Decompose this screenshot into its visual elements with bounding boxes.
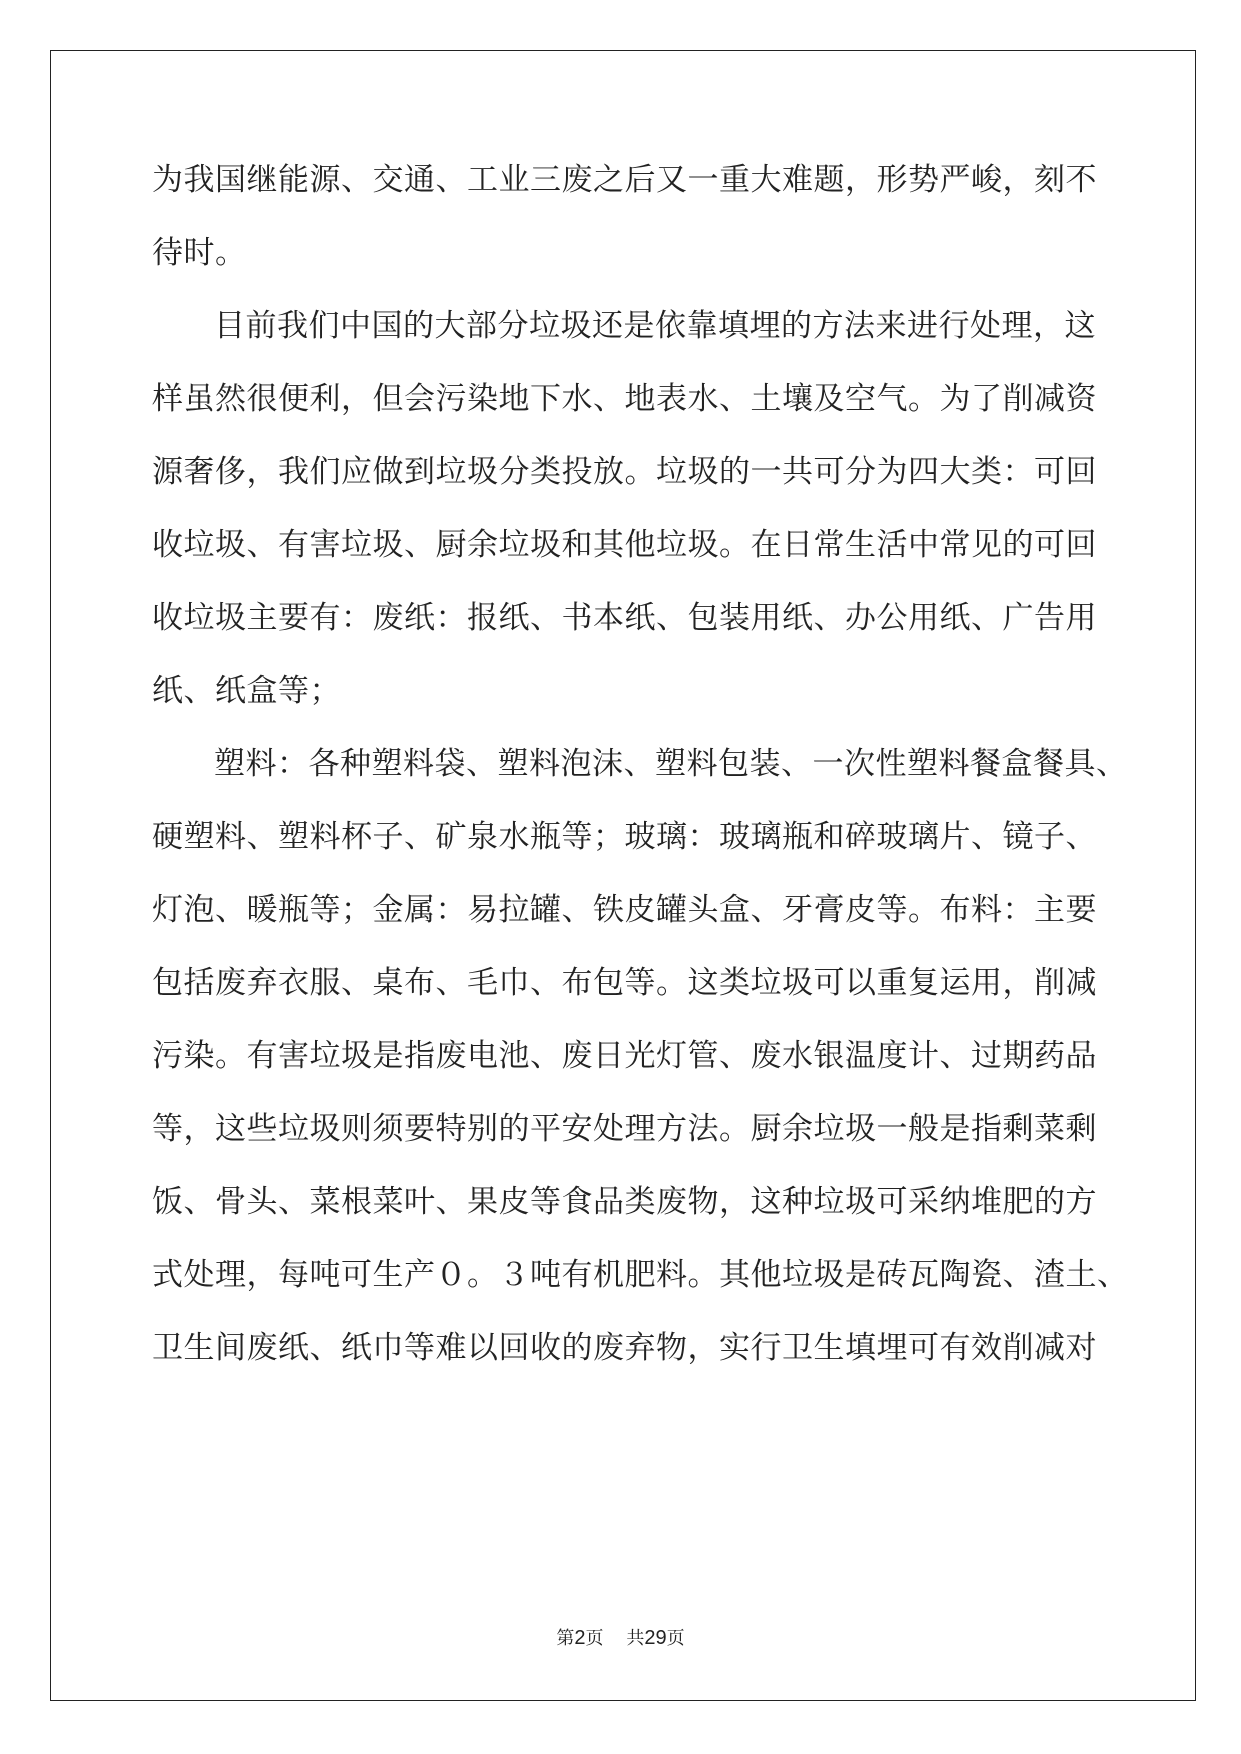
text-line: 等，这些垃圾则须要特别的平安处理方法。厨余垃圾一般是指剩菜剩 [152, 1111, 1097, 1147]
text-line: 源奢侈，我们应做到垃圾分类投放。垃圾的一共可分为四大类：可回 [152, 454, 1097, 490]
text-line: 卫生间废纸、纸巾等难以回收的废弃物，实行卫生填埋可有效削减对 [152, 1330, 1097, 1366]
page-number: 2 [574, 1627, 586, 1649]
page-border [50, 50, 1196, 1701]
text-line: 纸、纸盒等； [152, 673, 341, 709]
total-prefix: 共 [626, 1628, 645, 1649]
text-line: 灯泡、暖瓶等；金属：易拉罐、铁皮罐头盒、牙膏皮等。布料：主要 [152, 892, 1097, 928]
text-line: 式处理，每吨可生产０。３吨有机肥料。其他垃圾是砖瓦陶瓷、渣土、 [152, 1257, 1129, 1293]
text-line: 饭、骨头、菜根菜叶、果皮等食品类废物，这种垃圾可采纳堆肥的方 [152, 1184, 1097, 1220]
page-footer [0, 1624, 1241, 1650]
text-line: 污染。有害垃圾是指废电池、废日光灯管、废水银温度计、过期药品 [152, 1038, 1097, 1074]
text-line: 收垃圾主要有：废纸：报纸、书本纸、包装用纸、办公用纸、广告用 [152, 600, 1097, 636]
text-line: 待时。 [152, 235, 247, 271]
total-pages: 29 [644, 1627, 667, 1649]
text-line: 包括废弃衣服、桌布、毛巾、布包等。这类垃圾可以重复运用，削减 [152, 965, 1097, 1001]
text-line: 样虽然很便利，但会污染地下水、地表水、土壤及空气。为了削减资 [152, 381, 1097, 417]
text-line: 硬塑料、塑料杯子、矿泉水瓶等；玻璃：玻璃瓶和碎玻璃片、镜子、 [152, 819, 1097, 855]
paragraph-start-line: 塑料：各种塑料袋、塑料泡沫、塑料包装、一次性塑料餐盒餐具、 [214, 746, 1128, 782]
paragraph-start-line: 目前我们中国的大部分垃圾还是依靠填埋的方法来进行处理，这 [214, 308, 1096, 344]
text-line: 为我国继能源、交通、工业三废之后又一重大难题，形势严峻，刻不 [152, 162, 1097, 198]
text-line: 收垃圾、有害垃圾、厨余垃圾和其他垃圾。在日常生活中常见的可回 [152, 527, 1097, 563]
page-prefix: 第 [556, 1628, 575, 1649]
page-suffix: 页 [585, 1628, 604, 1649]
total-suffix: 页 [666, 1628, 685, 1649]
